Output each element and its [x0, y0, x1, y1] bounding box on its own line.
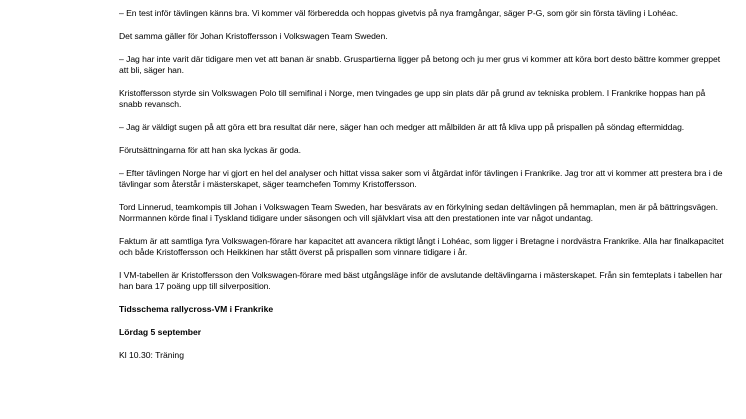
article-body [119, 8, 729, 361]
paragraph-4: Kristoffersson styrde sin Volkswagen Polo till semifinal i Norge, men tvingades ge upp sin plats där på grund av tekniska problem. I Frankrike hoppas han på snabb revansch. [119, 88, 706, 109]
paragraph-6: Förutsättningarna för att han ska lyckas är goda. [119, 145, 301, 155]
paragraph-7: – Efter tävlingen Norge har vi gjort en hel del analyser och hittat vissa saker som vi åtgärdat inför tävlingen i Frankrike. Jag tror att vi kommer att prestera bra i de tävlingar som återstår i mästerskapet, säger teamchefen Tommy Kristoffersson. [119, 168, 723, 189]
paragraph-1: – En test inför tävlingen känns bra. Vi kommer väl förberedda och hoppas givetvis på nya framgångar, säger P-G, som gör sin första tävling i Lohéac. [119, 8, 678, 18]
paragraph-3: – Jag har inte varit där tidigare men vet att banan är snabb. Gruspartierna ligger på betong och ju mer grus vi kommer att köra bort desto bättre kommer greppet att bli, säger han. [119, 54, 721, 75]
paragraph-9: Faktum är att samtliga fyra Volkswagen-förare har kapacitet att avancera riktigt långt i Lohéac, som ligger i Bretagne i nordvästra Frankrike. Alla har finalkapacitet och både Kristoffersson och Heikkinen har stått överst på prispallen som vinnare tidigare i år. [119, 236, 724, 257]
paragraph-10: I VM-tabellen är Kristoffersson den Volkswagen-förare med bäst utgångsläge inför de avslutande deltävlingarna i mästerskapet. Från sin femteplats i tabellen har han bara 17 poäng upp till silverposition. [119, 270, 723, 291]
schedule-item: Kl 10.30: Träning [119, 350, 184, 360]
paragraph-5: – Jag är väldigt sugen på att göra ett bra resultat där nere, säger han och medger att målbilden är att få kliva upp på prispallen på söndag eftermiddag. [119, 122, 685, 132]
schedule-heading: Tidsschema rallycross-VM i Frankrike [119, 304, 274, 314]
day-heading: Lördag 5 september [119, 327, 202, 337]
paragraph-8: Tord Linnerud, teamkompis till Johan i Volkswagen Team Sweden, har besvärats av en förkylning sedan deltävlingen på hemmaplan, men är på bättringsvägen. Norrmannen körde final i Tyskland tidigare under säsongen och vill självklart visa att den prestationen inte var något undantag. [119, 202, 718, 223]
paragraph-2: Det samma gäller för Johan Kristoffersson i Volkswagen Team Sweden. [119, 31, 388, 41]
